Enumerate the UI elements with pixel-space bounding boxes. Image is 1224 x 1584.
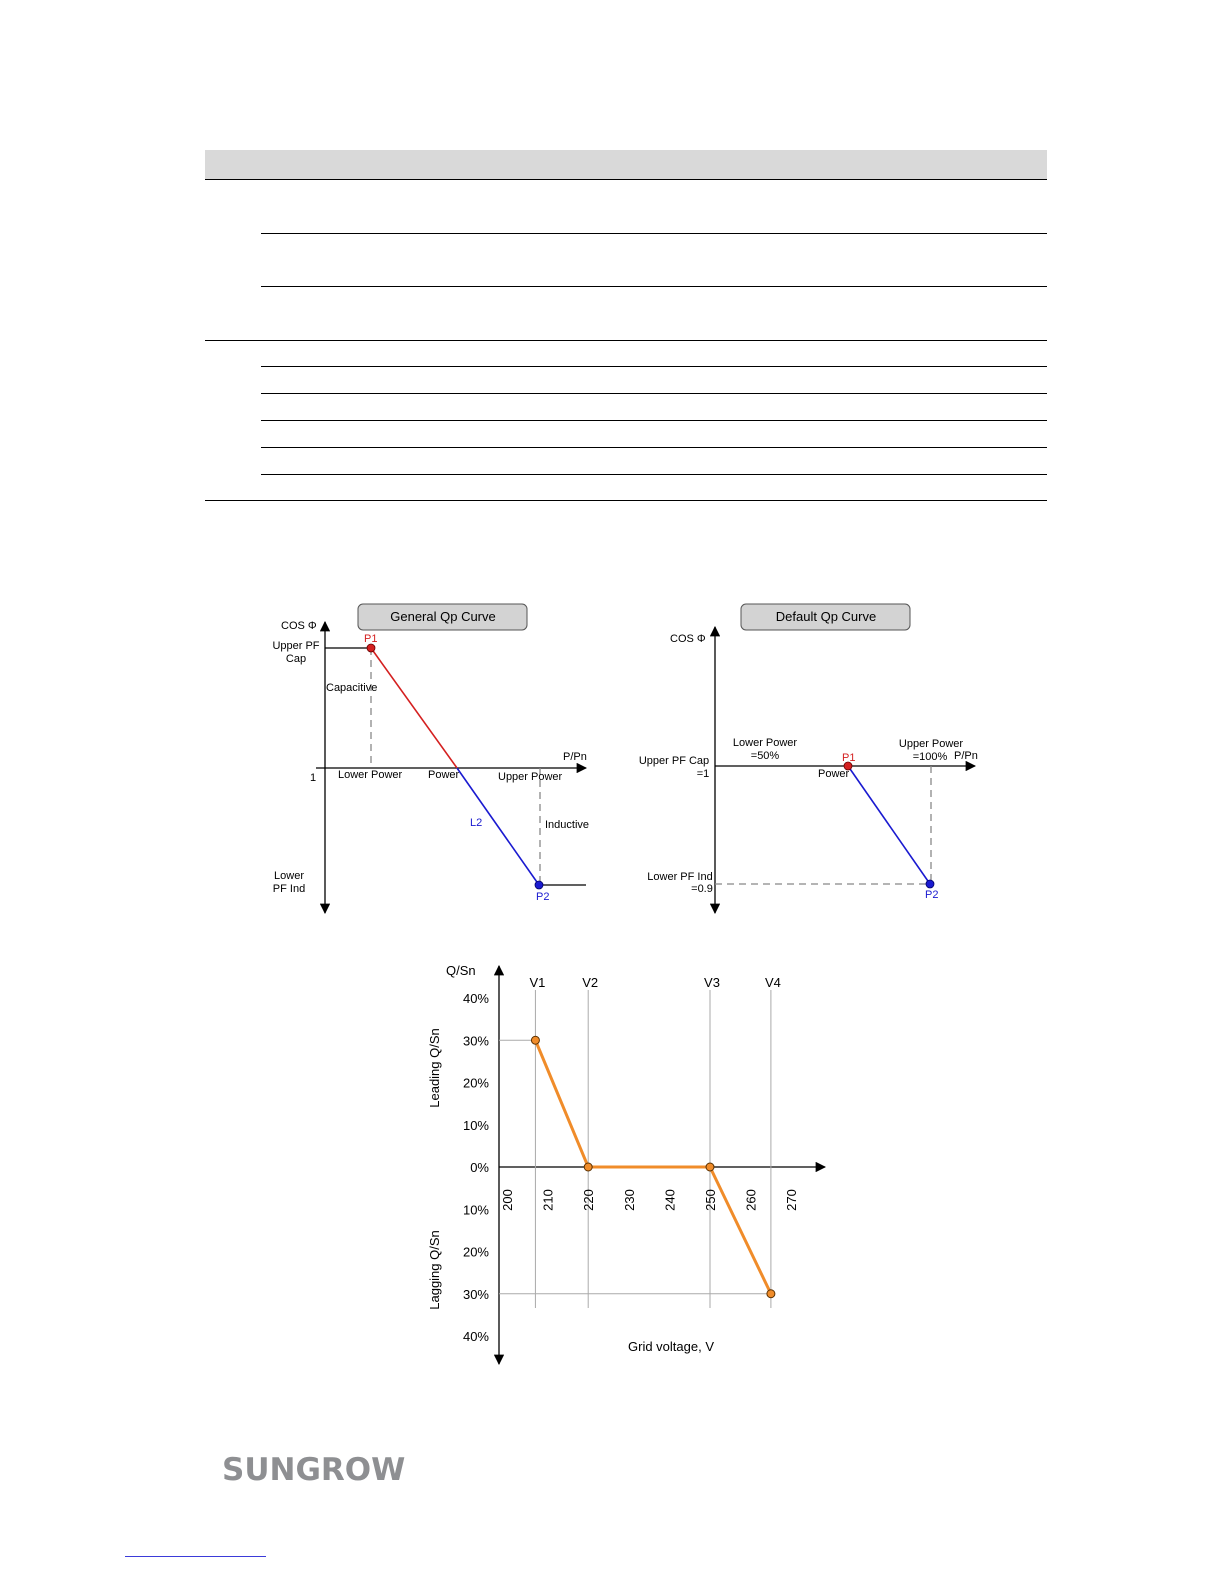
- qu-series-point: [767, 1290, 775, 1298]
- general-x-axis-label: P/Pn: [563, 751, 587, 763]
- general-upper-pf-cap-l1: Upper PF: [272, 640, 320, 652]
- general-p1-label: P1: [364, 633, 378, 645]
- default-lower-power-l2: =50%: [750, 750, 780, 762]
- qu-voltage-markers: [529, 975, 780, 990]
- general-one-label: 1: [310, 772, 317, 784]
- general-capacitive-segment: [371, 648, 457, 768]
- general-qp-curve: [272, 604, 589, 913]
- sungrow-logo: SUNGROW: [222, 1452, 406, 1488]
- general-p2-point: [535, 881, 543, 889]
- qu-x-tick-label: 210: [540, 1189, 556, 1211]
- qu-x-tick-label: 230: [621, 1189, 637, 1211]
- qu-lagging-label: Lagging Q/Sn: [427, 1230, 442, 1310]
- qu-marker-label-v3: V3: [704, 975, 720, 990]
- general-p1-point: [367, 644, 375, 652]
- qu-series-point: [584, 1163, 592, 1171]
- general-inductive-label: Inductive: [545, 819, 590, 831]
- general-power-label: Power: [428, 769, 460, 781]
- qu-x-tick-label: 260: [743, 1189, 759, 1211]
- default-p2-point: [926, 880, 934, 888]
- qu-x-tick-label: 200: [500, 1189, 515, 1211]
- default-power-label: Power: [818, 768, 850, 780]
- qu-y-tick-labels: [463, 991, 489, 1344]
- qu-x-tick-labels: [500, 1189, 799, 1211]
- qu-x-tick-label: 240: [662, 1189, 678, 1211]
- default-upper-power-l2: =100%: [912, 751, 948, 763]
- general-lower-power-label: Lower Power: [338, 769, 403, 781]
- general-upper-pf-cap-l2: Cap: [285, 653, 307, 665]
- general-upper-power-label: Upper Power: [498, 771, 563, 783]
- qu-y-tick-label: 20%: [462, 1244, 489, 1260]
- default-x-axis-label: P/Pn: [954, 750, 978, 762]
- default-y-axis-label: COS Φ: [670, 633, 706, 645]
- qu-y-tick-label: 40%: [462, 1329, 489, 1344]
- qu-series-point: [706, 1163, 714, 1171]
- qu-x-tick-label: 220: [581, 1189, 597, 1211]
- qu-x-tick-label: 270: [784, 1189, 800, 1211]
- default-qp-curve: [639, 604, 978, 913]
- default-lower-power-l1: Lower Power: [732, 737, 798, 749]
- qu-y-tick-label: 40%: [462, 991, 489, 1006]
- qu-leading-label: Leading Q/Sn: [427, 1028, 442, 1108]
- qu-marker-gridlines: [499, 990, 771, 1308]
- qu-y-tick-label: 10%: [462, 1117, 489, 1133]
- qu-marker-label-v2: V2: [582, 975, 599, 990]
- default-upper-power-l1: Upper Power: [898, 738, 964, 750]
- default-curve-title: Default Qp Curve: [775, 609, 877, 624]
- general-curve-title: General Qp Curve: [390, 609, 496, 624]
- qu-y-axis-title: Q/Sn: [446, 963, 476, 978]
- qu-y-tick-label: 0%: [470, 1160, 489, 1175]
- footer-link-underline: [125, 1556, 266, 1557]
- default-lower-pf-ind-l2: =0.9: [691, 883, 713, 895]
- qu-y-tick-label: 30%: [462, 1033, 489, 1049]
- qu-y-tick-label: 30%: [462, 1286, 489, 1302]
- qu-series-point: [531, 1036, 539, 1044]
- general-l2-label: L2: [470, 817, 483, 829]
- general-capacitive-label: Capacitive: [326, 682, 378, 694]
- default-p1-label: P1: [842, 752, 856, 764]
- qu-marker-label-v1: V1: [529, 975, 546, 990]
- qu-marker-label-v4: V4: [764, 975, 781, 990]
- qu-x-axis-label: Grid voltage, V: [628, 1339, 714, 1354]
- general-y-axis-label: COS Φ: [281, 620, 317, 632]
- general-lower-pf-ind-l1: Lower: [274, 870, 304, 882]
- general-p2-label: P2: [536, 891, 550, 903]
- default-lower-pf-ind-l1: Lower PF Ind: [647, 871, 713, 883]
- qu-y-tick-label: 10%: [462, 1202, 489, 1218]
- general-lower-pf-ind-l2: PF Ind: [272, 883, 306, 895]
- default-p2-label: P2: [925, 889, 939, 901]
- default-upper-pf-cap-l1: Upper PF Cap: [638, 755, 710, 767]
- default-upper-pf-cap-l2: =1: [696, 768, 710, 780]
- qu-curve-chart: [427, 963, 825, 1364]
- default-inductive-segment: [848, 766, 930, 884]
- qu-x-tick-label: 250: [703, 1189, 718, 1211]
- qu-y-tick-label: 20%: [462, 1075, 489, 1091]
